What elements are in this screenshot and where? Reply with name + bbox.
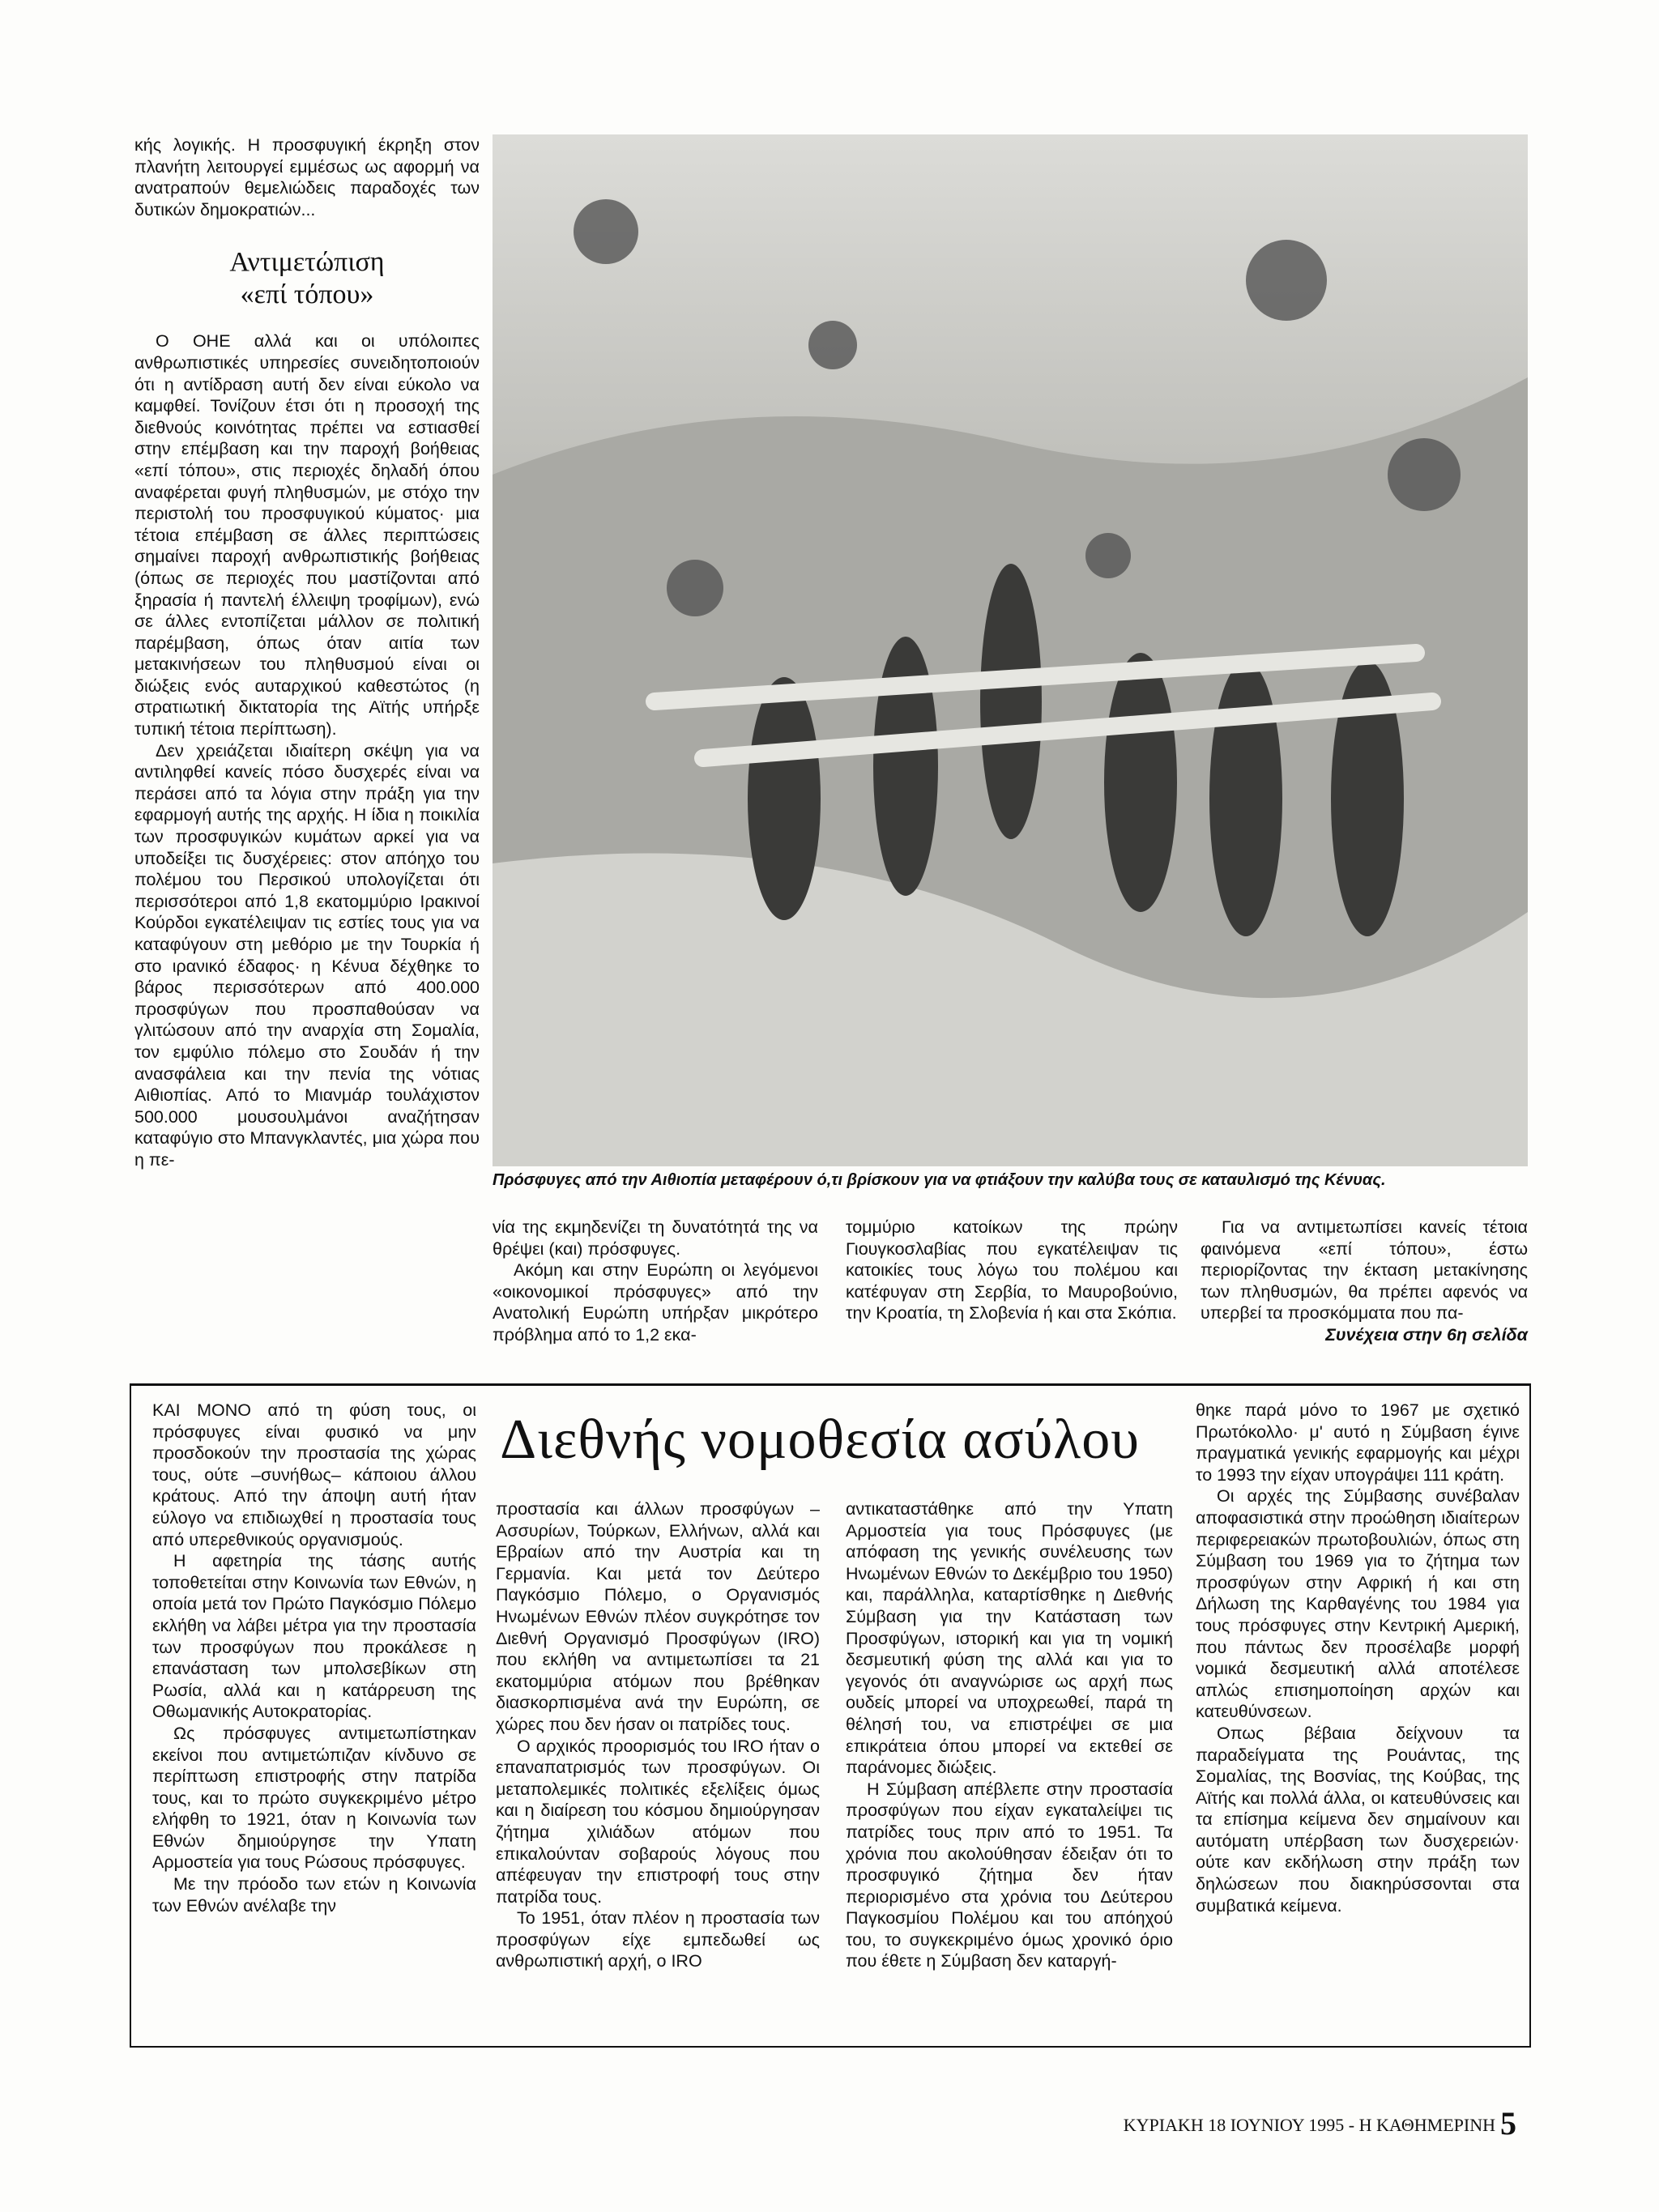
page-number: 5 — [1500, 2105, 1516, 2142]
dateline: ΚΥΡΙΑΚΗ 18 ΙΟΥΝΙΟΥ 1995 - Η ΚΑΘΗΜΕΡΙΝΗ — [1123, 2115, 1495, 2135]
bottom-column-4 — [1196, 1400, 1520, 1916]
bottom-column-3 — [846, 1498, 1173, 1972]
article-text: Για να αντιμετωπίσει κανείς τέτοια φαινόμενα «επί τόπου», έστω περιορίζοντας την έκταση μετακίνησης των πληθυσμών, θα πρέπει αφενός να υπερβεί τα προσκόμματα που πα- — [1201, 1217, 1528, 1323]
continued-on-page: Συνέχεια στην 6η σελίδα — [1325, 1324, 1528, 1345]
box-bottom-border — [130, 2046, 1531, 2048]
article-headline: Διεθνής νομοθεσία ασύλου — [500, 1409, 1140, 1471]
subheading — [134, 246, 480, 311]
article-text: Ο αρχικός προορισμός του IRO ήταν ο επαναπατρισμός των προσφύγων. Οι μεταπολεμικές πολιτικές εξελίξεις όμως και η διαίρεση του κόσμου δημιούργησαν ζήτημα χιλιάδων ατόμων που επικαλούνταν σοβαρούς λόγους που απέφευγαν την επιστροφή τους στην πατρίδα τους. — [496, 1736, 820, 1907]
article-text: θηκε παρά μόνο το 1967 με σχετικό Πρωτόκολλο· μ' αυτό η Σύμβαση έγινε πραγματικά γενικής εφαρμογής και μέχρι το 1993 την είχαν υπογράψει 111 κράτη. — [1196, 1400, 1520, 1485]
section-divider — [130, 1383, 1531, 1386]
article-text: Το 1951, όταν πλέον η προστασία των προσφύγων είχε εμπεδωθεί ως ανθρωπιστική αρχή, ο IRO — [496, 1908, 820, 1971]
top-column-4 — [1201, 1217, 1528, 1346]
article-text: Ως πρόσφυγες αντιμετωπίστηκαν εκείνοι που αντιμετώπιζαν κίνδυνο σε περίπτωση επιστροφής στην πατρίδα τους, και το πρώτο συγκεκριμένο μέτρο ελήφθη το 1921, όταν η Κοινωνία των Εθνών δημιούργησε την Υπατη Αρμοστεία για τους Ρώσους πρόσφυγες. — [152, 1723, 476, 1873]
bottom-column-2 — [496, 1498, 820, 1972]
article-text: Ακόμη και στην Ευρώπη οι λεγόμενοι «οικονομικοί πρόσφυγες» από την Ανατολική Ευρώπη υπήρξαν μικρότερο πρόβλημα από το 1,2 εκα- — [493, 1260, 818, 1345]
article-text: αντικαταστάθηκε από την Υπατη Αρμοστεία για τους Πρόσφυγες (με απόφαση της γενικής συνέλευσης των Ηνωμένων Εθνών το Δεκέμβριο του 1950) και, παράλληλα, καταρτίσθηκε η Διεθνής Σύμβαση για την Κατάσταση των Προσφύγων, ιστορική και για τη νομική δεσμευτική φύση της αλλά και για το γεγονός ότι αναγνώρισε ως αρχή πως ουδείς μπορεί να υποχρεωθεί, παρά τη θέλησή του, να επιστρέψει σε μια επικράτεια όπου μπορεί να εκτεθεί σε παράνομες διώξεις. — [846, 1499, 1173, 1778]
article-text: Οπως βέβαια δείχνουν τα παραδείγματα της Ρουάντας, της Σομαλίας, της Βοσνίας, της Κούβας, της Αϊτής και πολλά άλλα, οι κατευθύνσεις και τα επίσημα κείμενα δεν σημαίνουν και αυτόματη υπέρβαση των δυσχερειών· ούτε καν εκδήλωση στην πράξη των δηλώσεων που διακηρύσσονται στα συμβατικά κείμενα. — [1196, 1723, 1520, 1916]
article-text: Οι αρχές της Σύμβασης συνέβαλαν αποφασιστικά στην προώθηση ιδιαίτερων περιφερειακών πρωτοβουλιών, όπως στη Σύμβαση του 1969 για το ζήτημα των προσφύγων στην Αφρική ή και στη Δήλωση της Καρθαγένης του 1984 για τους πρόσφυγες στην Κεντρική Αμερική, που πάντως δεν προσέλαβε μορφή νομικά δεσμευτική αλλά αποτέλεσε απλώς επισημοποίηση αρχών και κατευθύνσεων. — [1196, 1486, 1520, 1722]
article-text: Δεν χρειάζεται ιδιαίτερη σκέψη για να αντιληφθεί κανείς πόσο δυσχερές είναι να περάσει από τα λόγια στην πράξη για την εφαρμογή αυτής της αρχής. Η ίδια η ποικιλία των προσφυγικών κυμάτων αρκεί για να υποδείξει τις δυσχέρειες: στον απόηχο του πολέμου του Περσικού υπολογίζεται ότι περισσότεροι από 1,8 εκατομμύριο Ιρακινοί Κούρδοι εγκατέλειψαν τις εστίες τους για να καταφύγουν στη μεθόριο με την Τουρκία ή στο ιρανικό έδαφος· η Κένυα δέχθηκε το βάρος περισσότερων από 400.000 προσφύγων που προσπαθούσαν να γλιτώσουν από την αναρχία στη Σομαλία, τον εμφύλιο πόλεμο στο Σουδάν ή την ανασφάλεια και την πενία της νότιας Αιθιοπίας. Από το Μιανμάρ τουλάχιστον 500.000 μουσουλμάνοι αναζήτησαν καταφύγιο στο Μπανγκλαντές, μια χώρα που η πε- — [134, 740, 480, 1170]
article-text: νία της εκμηδενίζει τη δυνατότητά της να θρέψει (και) πρόσφυγες. — [493, 1217, 818, 1259]
top-column-3 — [846, 1217, 1178, 1324]
box-right-border — [1529, 1383, 1531, 2048]
box-left-border — [130, 1383, 131, 2048]
top-column-2 — [493, 1217, 818, 1346]
page-footer — [1124, 2104, 1516, 2142]
article-text: τομμύριο κατοίκων της πρώην Γιουγκοσλαβίας που εγκατέλειψαν τις κατοικίες τους λόγω του πολέμου και κατέφυγαν στη Σερβία, το Μαυροβούνιο, την Κροατία, τη Σλοβενία ή και στα Σκόπια. — [846, 1217, 1178, 1323]
photo-caption: Πρόσφυγες από την Αιθιοπία μεταφέρουν ό,τι βρίσκουν για να φτιάξουν την καλύβα τους σε καταυλισμό της Κένυας. — [493, 1171, 1386, 1189]
subheading-line-2: «επί τόπου» — [240, 279, 374, 310]
subheading-line-1: Αντιμετώπιση — [229, 247, 385, 278]
bottom-column-1 — [152, 1400, 476, 1916]
article-text: κής λογικής. Η προσφυγική έκρηξη στον πλανήτη λειτουργεί εμμέσως ως αφορμή να ανατραπούν θεμελιώδεις παραδοχές των δυτικών δημοκρατιών... — [134, 135, 480, 219]
article-text: Με την πρόοδο των ετών η Κοινωνία των Εθνών ανέλαβε την — [152, 1874, 476, 1916]
article-text: Η Σύμβαση απέβλεπε στην προστασία προσφύγων που είχαν εγκαταλείψει τις πατρίδες τους πριν από το 1951. Τα χρόνια που ακολούθησαν έδειξαν ότι το προσφυγικό ζήτημα δεν ήταν περιορισμένο στα χρόνια του Δεύτερου Παγκοσμίου Πολέμου και του απόηχού του, το συγκεκριμένο όμως χρονικό όριο που έθετε η Σύμβαση δεν καταργή- — [846, 1779, 1173, 1971]
article-text: ΚΑΙ ΜΟΝΟ από τη φύση τους, οι πρόσφυγες είναι φυσικό να μην προσδοκούν την προστασία της χώρας τους, ούτε –συνήθως– κάποιου άλλου κράτους. Από την άποψη αυτή ήταν εύλογο να επιδιωχθεί η προστασία τους από υπερεθνικούς οργανισμούς. — [152, 1400, 476, 1549]
photo-illustration — [493, 134, 1528, 1166]
top-column-1 — [134, 134, 480, 1171]
refugees-photo — [493, 134, 1528, 1166]
article-text: Ο ΟΗΕ αλλά και οι υπόλοιπες ανθρωπιστικές υπηρεσίες συνειδητοποιούν ότι η αντίδραση αυτή δεν είναι εύκολο να καμφθεί. Τονίζουν έτσι ότι η προσοχή της διεθνούς κοινότητας πρέπει να εστιασθεί στην επέμβαση και την παροχή βοήθειας «επί τόπου», στις περιοχές δηλαδή όπου αναφέρεται φυγή πληθυσμών, με στόχο την περιστολή του προσφυγικού κύματος· μια τέτοια επέμβαση σε άλλες περιπτώσεις σημαίνει παροχή ανθρωπιστικής βοήθειας (όπως σε περιοχές που μαστίζονται από ξηρασία ή παντελή έλλειψη τροφίμων), ενώ σε άλλες εντοπίζεται μάλλον σε πολιτική παρέμβαση, όπως όταν αιτία των μετακινήσεων του πληθυσμού είναι οι διώξεις ενός αυταρχικού καθεστώτος (η στρατιωτική δικτατορία της Αϊτής υπήρξε τυπική τέτοια περίπτωση). — [134, 331, 480, 739]
article-text: προστασία και άλλων προσφύγων – Ασσυρίων, Τούρκων, Ελλήνων, αλλά και Εβραίων από την Αυστρία και τη Γερμανία. Και μετά τον Δεύτερο Παγκόσμιο Πόλεμο, ο Οργανισμός Ηνωμένων Εθνών πλέον συγκρότησε τον Διεθνή Οργανισμό Προσφύγων (IRO) που εκλήθη να αντιμετωπίσει τα 21 εκατομμύρια ατόμων που βρέθηκαν διασκορπισμένα ανά την Ευρώπη, σε χώρες που δεν ήσαν οι πατρίδες τους. — [496, 1499, 820, 1734]
article-text: Η αφετηρία της τάσης αυτής τοποθετείται στην Κοινωνία των Εθνών, η οποία μετά τον Πρώτο Παγκόσμιο Πόλεμο εκλήθη να λάβει μέτρα για την προστασία των προσφύγων που προκάλεσε η επανάσταση των μπολσεβίκων στη Ρωσία, αλλά και η κατάρρευση της Οθωμανικής Αυτοκρατορίας. — [152, 1551, 476, 1722]
